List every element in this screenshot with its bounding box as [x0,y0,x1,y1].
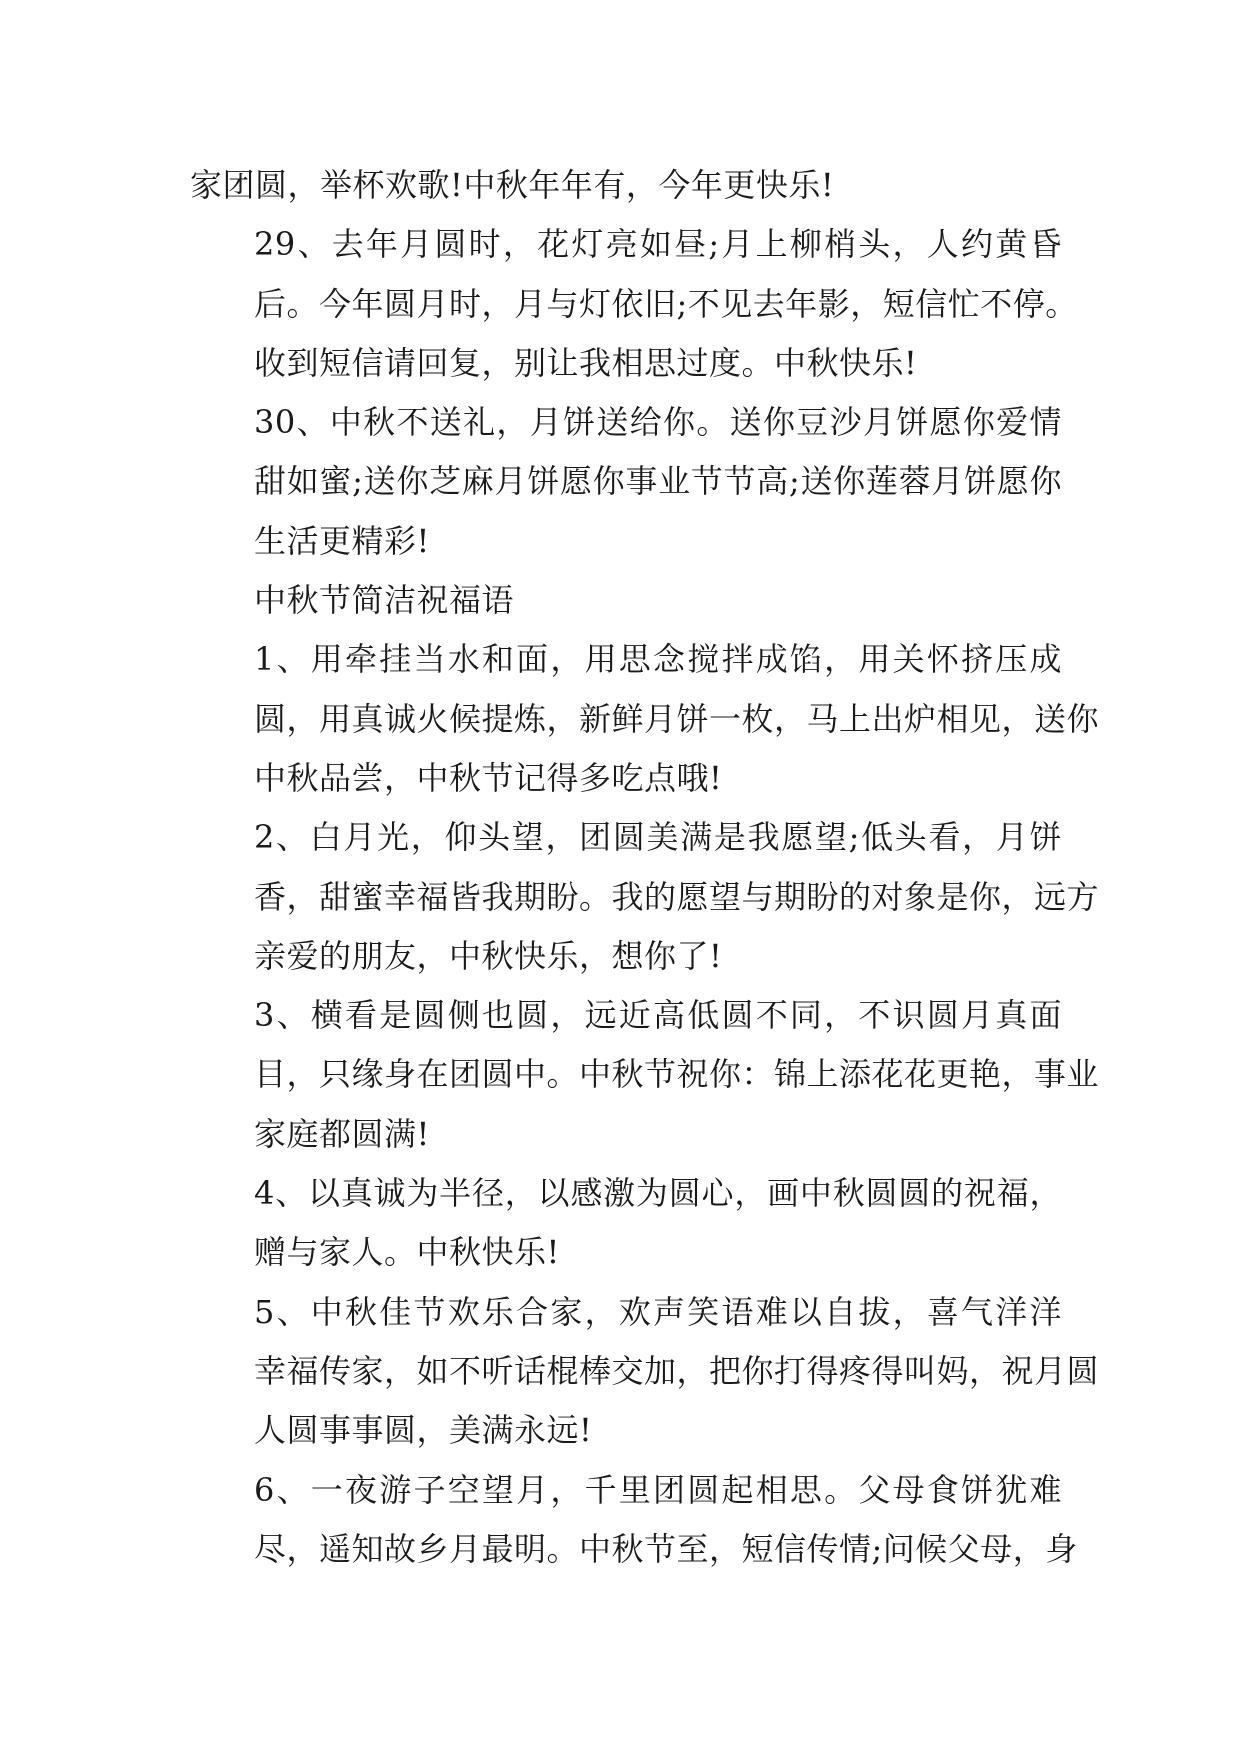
paragraph-s-4 [190,1164,1062,1283]
text-line: 家庭都圆满! [254,1114,430,1153]
text-line: 家团圆，举杯欢歌!中秋年年有，今年更快乐! [190,166,835,204]
text-line: 5、中秋佳节欢乐合家，欢声笑语难以自拔，喜气洋洋 [254,1292,1062,1331]
paragraph-s-3 [190,986,1100,1164]
text-line: 30、中秋不送礼，月饼送给你。送你豆沙月饼愿你爱情 [254,403,1062,442]
text-line: 人圆事事圆，美满永远! [254,1411,593,1450]
text-line: 甜如蜜;送你芝麻月饼愿你事业节节高;送你莲蓉月饼愿你 [254,462,1062,501]
text-line: 生活更精彩! [254,521,430,560]
text-line: 中秋品尝，中秋节记得多吃点哦! [254,758,723,797]
text-line: 目，只缘身在团圆中。中秋节祝你：锦上添花花更艳，事业 [254,1055,1100,1094]
text-line: 尽，遥知故乡月最明。中秋节至，短信传情;问候父母，身 [254,1529,1078,1568]
text-line: 收到短信请回复，别让我相思过度。中秋快乐! [254,343,918,382]
paragraph-s-1 [190,630,1100,808]
text-line: 4、以真诚为半径，以感激为圆心，画中秋圆圆的祝福， [254,1174,1062,1213]
text-line: 中秋节简洁祝福语 [254,581,515,620]
paragraph-p-continued [190,156,1062,215]
text-line: 圆，用真诚火候提炼，新鲜月饼一枚，马上出炉相见，送你 [254,699,1100,738]
paragraph-p-29 [190,215,1078,393]
text-line: 6、一夜游子空望月，千里团圆起相思。父母食饼犹难 [254,1470,1062,1509]
text-line: 1、用牵挂当水和面，用思念搅拌成馅，用关怀挤压成 [254,640,1062,679]
text-line: 赠与家人。中秋快乐! [254,1233,560,1272]
text-line: 香，甜蜜幸福皆我期盼。我的愿望与期盼的对象是你，远方 [254,877,1100,916]
text-line: 3、横看是圆侧也圆，远近高低圆不同，不识圆月真面 [254,996,1062,1035]
document-page [190,156,1100,1579]
text-line: 29、去年月圆时，花灯亮如昼;月上柳梢头，人约黄昏 [254,225,1062,264]
paragraph-s-6 [190,1461,1078,1580]
text-line: 幸福传家，如不听话棍棒交加，把你打得疼得叫妈，祝月圆 [254,1351,1100,1390]
section-heading [190,571,1062,630]
paragraph-s-5 [190,1283,1100,1461]
paragraph-s-2 [190,808,1100,986]
paragraph-p-30 [190,393,1062,571]
text-line: 后。今年圆月时，月与灯依旧;不见去年影，短信忙不停。 [254,284,1078,323]
text-line: 亲爱的朋友，中秋快乐，想你了! [254,936,723,975]
text-line: 2、白月光，仰头望，团圆美满是我愿望;低头看，月饼 [254,818,1062,857]
